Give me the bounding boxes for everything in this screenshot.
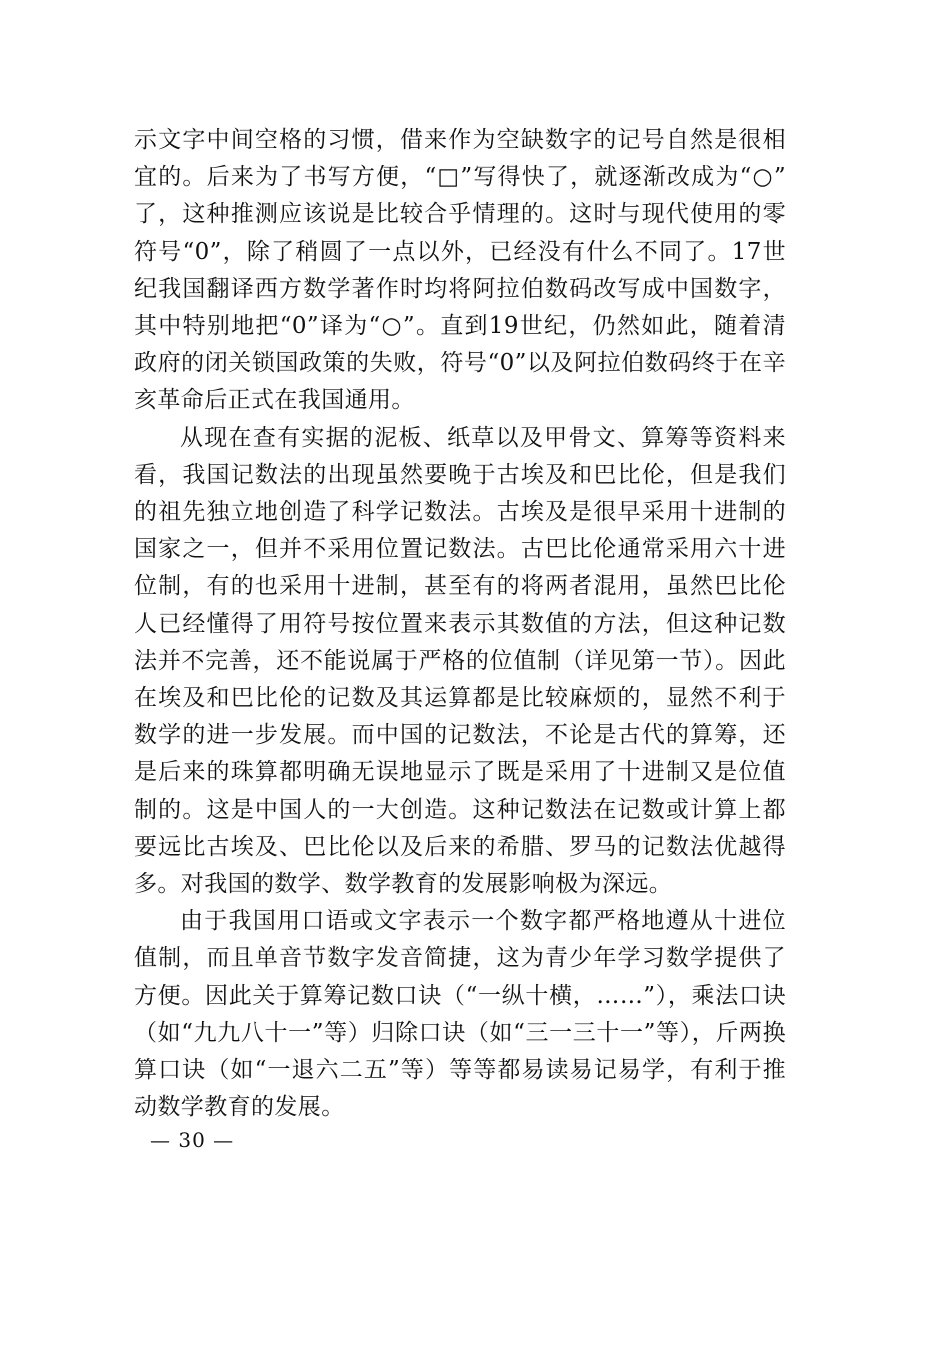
paragraph-1: 示文字中间空格的习惯，借来作为空缺数字的记号自然是很相宜的。后来为了书写方便，“□”写得快了，就逐渐改成为“○”了，这种推测应该说是比较合乎情理的。这时与现代使用的零符号“0”，除了稍圆了一点以外，已经没有什么不同了。17世纪我国翻译西方数学著作时均将阿拉伯数码改写成中国数字，其中特别地把“0”译为“○”。直到19世纪，仍然如此，随着清政府的闭关锁国政策的失败，符号“0”以及阿拉伯数码终于在辛亥革命后正式在我国通用。 xyxy=(134,127,786,414)
paragraph-3: 由于我国用口语或文字表示一个数字都严格地遵从十进位值制，而且单音节数字发音简捷，这为青少年学习数学提供了方便。因此关于算筹记数口诀（“一纵十横，……”），乘法口诀（如“九九八十一”等）归除口诀（如“三一三十一”等），斤两换算口诀（如“一退六二五”等）等等都易读易记易学，有利于推动数学教育的发展。 xyxy=(134,908,786,1121)
page-number: — 30 — xyxy=(150,1128,235,1152)
paragraph-2: 从现在查有实据的泥板、纸草以及甲骨文、算筹等资料来看，我国记数法的出现虽然要晚于古埃及和巴比伦，但是我们的祖先独立地创造了科学记数法。古埃及是很早采用十进制的国家之一，但并不采用位置记数法。古巴比伦通常采用六十进位制，有的也采用十进制，甚至有的将两者混用，虽然巴比伦人已经懂得了用符号按位置来表示其数值的方法，但这种记数法并不完善，还不能说属于严格的位值制（详见第一节）。因此在埃及和巴比伦的记数及其运算都是比较麻烦的，显然不利于数学的进一步发展。而中国的记数法，不论是古代的算筹，还是后来的珠算都明确无误地显示了既是采用了十进制又是位值制的。这是中国人的一大创造。这种记数法在记数或计算上都要远比古埃及、巴比伦以及后来的希腊、罗马的记数法优越得多。对我国的数学、数学教育的发展影响极为深远。 xyxy=(134,424,786,898)
body-text xyxy=(134,122,786,1126)
